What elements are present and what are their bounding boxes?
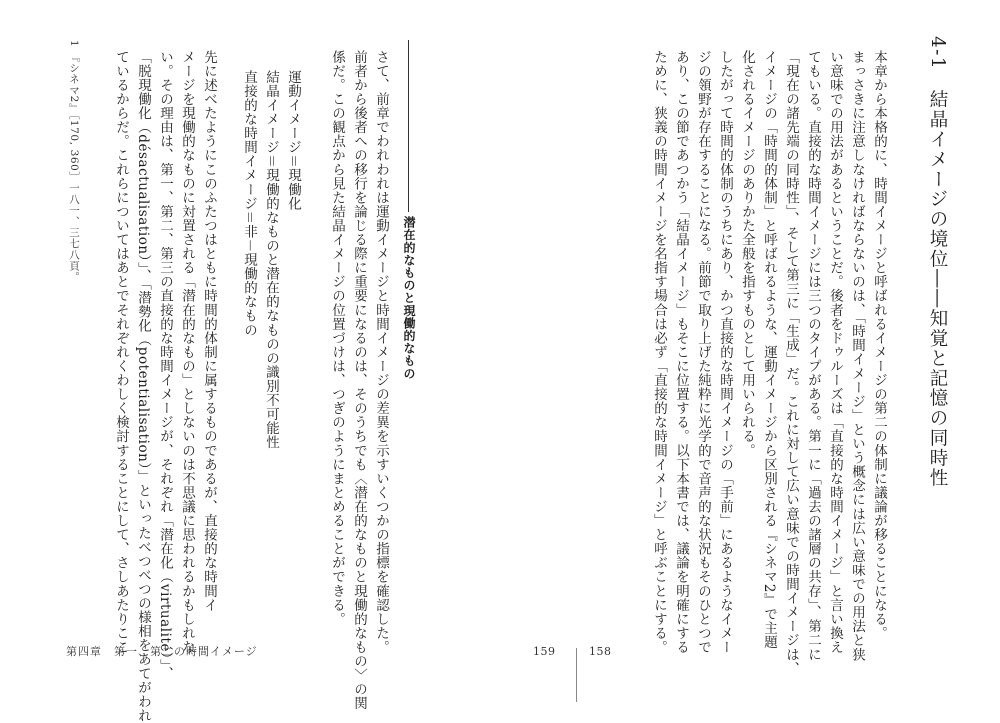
subheading: 潜在的なものと現働的なもの bbox=[402, 216, 416, 380]
body-line: ジの領野が存在することになる。前節で取り上げた純粋に光学的で音声的な状況もそのひとつで bbox=[695, 50, 711, 655]
body-line: 「現在の諸先端の同時性」、そして第三に「生成」だ。これに対して広い意味での時間イメージは、 bbox=[783, 50, 799, 676]
formula-line: 直接的な時間イメージ＝非－現働的なもの bbox=[241, 70, 257, 337]
body-line: あり、この節であつかう「結晶イメージ」もそこに位置する。以下本書では、議論を明確にする bbox=[673, 50, 689, 655]
formula-block bbox=[238, 70, 304, 550]
subheading-rule bbox=[408, 40, 409, 212]
body-line: 「脱現働化（désactualisation）」、「潜勢化（potentialisation）」といったべつべつの様相をあてがわれ bbox=[135, 50, 151, 723]
body-line: したがって時間的体制のうちにあり、かつ直接的な時間イメージの「手前」にあるようなイメー bbox=[717, 50, 733, 655]
right-page-body bbox=[640, 50, 890, 676]
page-number-right: 158 bbox=[589, 645, 612, 658]
body-line: てもいる。直接的な時間イメージには三つのタイプがある。第一に「過去の諸層の共存」、第二に bbox=[805, 50, 821, 662]
body-line: 先に述べたようにこのふたつはともに時間的体制に属するものであるが、直接的な時間イ bbox=[201, 50, 217, 612]
section-number: 4-1 bbox=[927, 36, 948, 70]
page-number-left: 159 bbox=[533, 645, 556, 658]
body-line: イメージの「時間的体制」と呼ばれるような、運動イメージから区別される『シネマ2』で主題 bbox=[761, 50, 777, 650]
body-line: まっさきに注意しなければならないのは、「時間イメージ」という概念には広い意味での用法と狭 bbox=[849, 50, 865, 662]
running-footer: 第四章 第一、第二の時間イメージ bbox=[66, 645, 258, 658]
formula-line: 結晶イメージ＝現働的なものと潜在的なものの識別不可能性 bbox=[263, 70, 279, 450]
body-line: 化されるイメージのありかた全般を指すものとして用いられる。 bbox=[739, 50, 755, 458]
body-line: い。その理由は、第一、第二、第三の直接的な時間イメージが、それぞれ「潜在化（virtualité）」、 bbox=[157, 50, 173, 681]
section-heading bbox=[904, 36, 950, 596]
body-line: 本章から本格的に、時間イメージと呼ばれるイメージの第二の体制に議論が移ることになる。 bbox=[871, 50, 887, 641]
body-line: さて、前章でわれわれは運動イメージと時間イメージの差異を示すいくつかの指標を確認した。 bbox=[373, 50, 389, 655]
body-line: 前者から後者への移行を論じる際に重要になるのは、そのうちでも〈潜在的なものと現働的なもの〉の関 bbox=[351, 50, 367, 711]
body-line: 係だ。この観点から見た結晶イメージの位置づけは、つぎのようにまとめることができる。 bbox=[329, 50, 345, 627]
body-line: ために、狭義の時間イメージを名指す場合は必ず「直接的な時間イメージ」と呼ぶことにする。 bbox=[651, 50, 667, 655]
gutter-divider bbox=[576, 648, 577, 702]
formula-line: 運動イメージ＝現働化 bbox=[285, 70, 301, 211]
body-line: メージを現働的なものに対置される「潜在的なもの」としないのは不思議に思われるかもしれな bbox=[179, 50, 195, 655]
body-line: い意味での用法があるということだ。後者をドゥルーズは「直接的な時間イメージ」と言い換え bbox=[827, 50, 843, 655]
section-title: 結晶イメージの境位――知覚と記憶の同時性 bbox=[927, 89, 948, 488]
body-line: ているからだ。これらについてはあとでそれぞれくわしく検討することにして、さしあたりここ bbox=[113, 50, 129, 655]
left-page-intro bbox=[326, 50, 392, 711]
footnote: 1 『シネマ2』［170, 360］一八一、三七八頁。 bbox=[68, 40, 80, 283]
